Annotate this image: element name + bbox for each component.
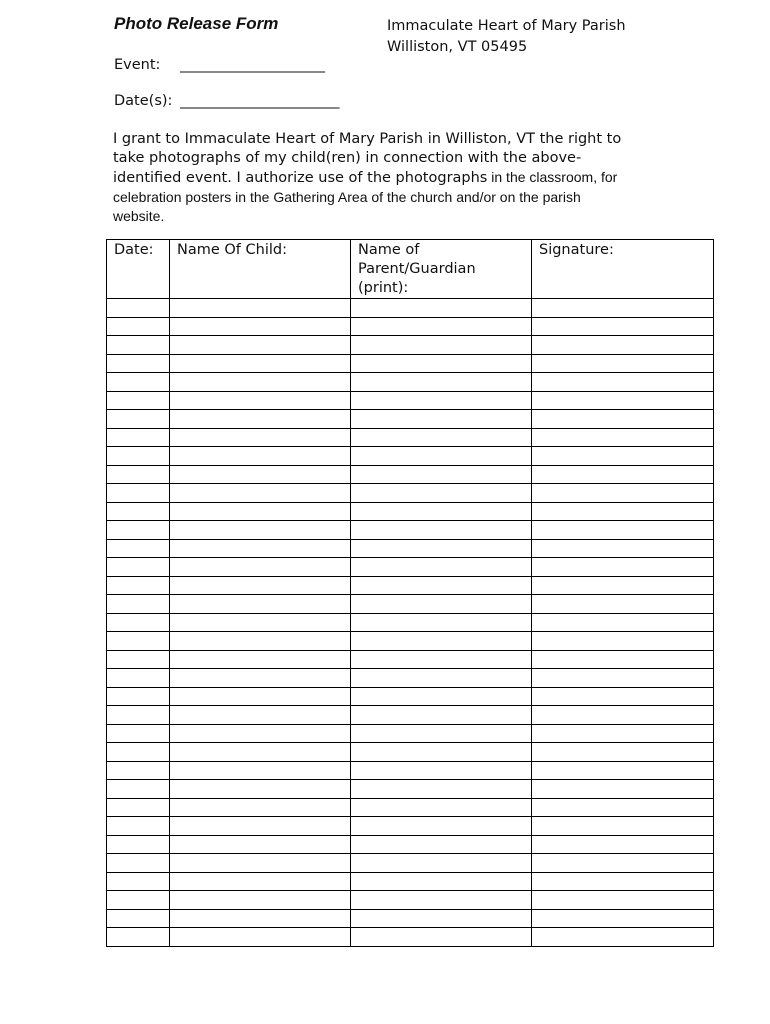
parent-name-cell[interactable] <box>351 299 532 318</box>
date-cell[interactable] <box>107 336 170 355</box>
child-name-cell[interactable] <box>170 650 351 669</box>
parent-name-cell[interactable] <box>351 410 532 429</box>
parent-name-cell[interactable] <box>351 521 532 540</box>
child-name-cell[interactable] <box>170 373 351 392</box>
date-cell[interactable] <box>107 539 170 558</box>
signature-cell[interactable] <box>532 317 714 336</box>
table-row <box>107 595 714 614</box>
date-cell[interactable] <box>107 798 170 817</box>
table-row <box>107 410 714 429</box>
child-name-cell[interactable] <box>170 410 351 429</box>
child-name-cell[interactable] <box>170 336 351 355</box>
parent-name-cell[interactable] <box>351 798 532 817</box>
child-name-cell[interactable] <box>170 299 351 318</box>
signature-cell[interactable] <box>532 299 714 318</box>
parent-name-cell[interactable] <box>351 539 532 558</box>
table-row <box>107 743 714 762</box>
signature-cell[interactable] <box>532 373 714 392</box>
table-row <box>107 798 714 817</box>
parent-name-cell[interactable] <box>351 854 532 873</box>
table-row <box>107 632 714 651</box>
child-name-cell[interactable] <box>170 780 351 799</box>
child-name-cell[interactable] <box>170 539 351 558</box>
signature-cell[interactable] <box>532 521 714 540</box>
table-row <box>107 576 714 595</box>
table-row <box>107 909 714 928</box>
table-row <box>107 299 714 318</box>
table-row <box>107 891 714 910</box>
parent-name-cell[interactable] <box>351 391 532 410</box>
date-cell[interactable] <box>107 354 170 373</box>
child-name-cell[interactable] <box>170 502 351 521</box>
parent-name-cell[interactable] <box>351 669 532 688</box>
header-parent-line: Name of <box>358 242 420 258</box>
date-cell[interactable] <box>107 743 170 762</box>
signature-cell[interactable] <box>532 835 714 854</box>
parent-name-cell[interactable] <box>351 613 532 632</box>
signature-cell[interactable] <box>532 872 714 891</box>
signature-cell[interactable] <box>532 780 714 799</box>
parent-name-cell[interactable] <box>351 872 532 891</box>
child-name-cell[interactable] <box>170 428 351 447</box>
table-row <box>107 650 714 669</box>
table-row <box>107 613 714 632</box>
signature-cell[interactable] <box>532 669 714 688</box>
signature-cell[interactable] <box>532 539 714 558</box>
date-cell[interactable] <box>107 613 170 632</box>
table-row <box>107 336 714 355</box>
date-cell[interactable] <box>107 373 170 392</box>
signature-cell[interactable] <box>532 761 714 780</box>
signature-cell[interactable] <box>532 465 714 484</box>
date-cell[interactable] <box>107 521 170 540</box>
dates-blank-line[interactable]: ______________________ <box>180 93 340 109</box>
signature-cell[interactable] <box>532 410 714 429</box>
date-cell[interactable] <box>107 761 170 780</box>
signature-cell[interactable] <box>532 854 714 873</box>
table-row <box>107 817 714 836</box>
table-row <box>107 465 714 484</box>
signature-cell[interactable] <box>532 798 714 817</box>
table-row <box>107 447 714 466</box>
child-name-cell[interactable] <box>170 743 351 762</box>
child-name-cell[interactable] <box>170 521 351 540</box>
child-name-cell[interactable] <box>170 687 351 706</box>
date-cell[interactable] <box>107 317 170 336</box>
parent-name-cell[interactable] <box>351 632 532 651</box>
consent-line: identified event. I authorize use of the photographs <box>113 170 488 186</box>
table-row <box>107 354 714 373</box>
table-row <box>107 502 714 521</box>
signature-cell[interactable] <box>532 484 714 503</box>
table-row <box>107 391 714 410</box>
child-name-cell[interactable] <box>170 909 351 928</box>
child-name-cell[interactable] <box>170 317 351 336</box>
consent-line: celebration posters in the Gathering Area of the church and/or on the parish <box>113 189 581 205</box>
dates-field[interactable] <box>114 93 340 109</box>
signature-cell[interactable] <box>532 336 714 355</box>
parent-name-cell[interactable] <box>351 817 532 836</box>
form-title: Photo Release Form <box>114 14 279 33</box>
child-name-cell[interactable] <box>170 854 351 873</box>
signature-cell[interactable] <box>532 354 714 373</box>
date-cell[interactable] <box>107 447 170 466</box>
child-name-cell[interactable] <box>170 613 351 632</box>
signature-cell[interactable] <box>532 613 714 632</box>
table-row <box>107 724 714 743</box>
signature-cell[interactable] <box>532 928 714 947</box>
signature-cell[interactable] <box>532 817 714 836</box>
child-name-cell[interactable] <box>170 798 351 817</box>
header-signature: Signature: <box>532 240 714 299</box>
table-row <box>107 669 714 688</box>
table-row <box>107 854 714 873</box>
child-name-cell[interactable] <box>170 354 351 373</box>
table-row <box>107 317 714 336</box>
table-row <box>107 872 714 891</box>
parent-name-cell[interactable] <box>351 706 532 725</box>
signature-cell[interactable] <box>532 447 714 466</box>
parish-city: Williston, VT 05495 <box>387 39 528 55</box>
consent-paragraph <box>113 130 673 226</box>
parish-name: Immaculate Heart of Mary Parish <box>387 18 626 34</box>
table-row <box>107 687 714 706</box>
date-cell[interactable] <box>107 632 170 651</box>
date-cell[interactable] <box>107 576 170 595</box>
date-cell[interactable] <box>107 558 170 577</box>
header-parent-line: (print): <box>358 280 409 296</box>
parent-name-cell[interactable] <box>351 595 532 614</box>
parent-name-cell[interactable] <box>351 484 532 503</box>
header-date: Date: <box>107 240 170 299</box>
event-label: Event: <box>114 57 161 73</box>
signature-cell[interactable] <box>532 909 714 928</box>
signature-cell[interactable] <box>532 706 714 725</box>
table-row <box>107 780 714 799</box>
child-name-cell[interactable] <box>170 724 351 743</box>
table-row <box>107 761 714 780</box>
signature-cell[interactable] <box>532 632 714 651</box>
child-name-cell[interactable] <box>170 447 351 466</box>
parent-name-cell[interactable] <box>351 928 532 947</box>
signature-cell[interactable] <box>532 650 714 669</box>
parent-name-cell[interactable] <box>351 743 532 762</box>
header-child-name: Name Of Child: <box>170 240 351 299</box>
date-cell[interactable] <box>107 928 170 947</box>
parent-name-cell[interactable] <box>351 650 532 669</box>
parent-name-cell[interactable] <box>351 373 532 392</box>
header-parent-line: Parent/Guardian <box>358 261 476 277</box>
date-cell[interactable] <box>107 650 170 669</box>
consent-line: in the classroom, for <box>487 169 618 185</box>
date-cell[interactable] <box>107 428 170 447</box>
parent-name-cell[interactable] <box>351 780 532 799</box>
signature-cell[interactable] <box>532 391 714 410</box>
table-row <box>107 521 714 540</box>
dates-label: Date(s): <box>114 93 173 109</box>
parent-name-cell[interactable] <box>351 724 532 743</box>
parent-name-cell[interactable] <box>351 354 532 373</box>
parent-name-cell[interactable] <box>351 558 532 577</box>
date-cell[interactable] <box>107 872 170 891</box>
table-header-row <box>107 240 714 299</box>
parent-name-cell[interactable] <box>351 465 532 484</box>
parent-name-cell[interactable] <box>351 336 532 355</box>
child-name-cell[interactable] <box>170 484 351 503</box>
table-row <box>107 539 714 558</box>
date-cell[interactable] <box>107 410 170 429</box>
child-name-cell[interactable] <box>170 817 351 836</box>
signature-cell[interactable] <box>532 595 714 614</box>
signature-cell[interactable] <box>532 558 714 577</box>
consent-line: I grant to Immaculate Heart of Mary Parish in Williston, VT the right to <box>113 131 622 147</box>
parish-address <box>387 16 626 58</box>
date-cell[interactable] <box>107 724 170 743</box>
table-row <box>107 373 714 392</box>
table-row <box>107 558 714 577</box>
date-cell[interactable] <box>107 909 170 928</box>
child-name-cell[interactable] <box>170 669 351 688</box>
date-cell[interactable] <box>107 502 170 521</box>
parent-name-cell[interactable] <box>351 317 532 336</box>
parent-name-cell[interactable] <box>351 835 532 854</box>
child-name-cell[interactable] <box>170 928 351 947</box>
signup-table <box>106 239 714 947</box>
child-name-cell[interactable] <box>170 558 351 577</box>
date-cell[interactable] <box>107 891 170 910</box>
child-name-cell[interactable] <box>170 391 351 410</box>
parent-name-cell[interactable] <box>351 447 532 466</box>
consent-line: take photographs of my child(ren) in connection with the above- <box>113 150 582 166</box>
table-row <box>107 428 714 447</box>
event-blank-line[interactable]: ____________________ <box>180 57 325 73</box>
date-cell[interactable] <box>107 687 170 706</box>
table-row <box>107 835 714 854</box>
signature-cell[interactable] <box>532 687 714 706</box>
parent-name-cell[interactable] <box>351 428 532 447</box>
event-field[interactable] <box>114 57 325 73</box>
date-cell[interactable] <box>107 299 170 318</box>
child-name-cell[interactable] <box>170 872 351 891</box>
child-name-cell[interactable] <box>170 891 351 910</box>
date-cell[interactable] <box>107 835 170 854</box>
table-row <box>107 928 714 947</box>
signature-cell[interactable] <box>532 576 714 595</box>
parent-name-cell[interactable] <box>351 576 532 595</box>
date-cell[interactable] <box>107 391 170 410</box>
parent-name-cell[interactable] <box>351 909 532 928</box>
date-cell[interactable] <box>107 854 170 873</box>
child-name-cell[interactable] <box>170 465 351 484</box>
child-name-cell[interactable] <box>170 761 351 780</box>
table-row <box>107 706 714 725</box>
signature-cell[interactable] <box>532 502 714 521</box>
parent-name-cell[interactable] <box>351 891 532 910</box>
child-name-cell[interactable] <box>170 706 351 725</box>
date-cell[interactable] <box>107 706 170 725</box>
date-cell[interactable] <box>107 780 170 799</box>
child-name-cell[interactable] <box>170 835 351 854</box>
date-cell[interactable] <box>107 595 170 614</box>
child-name-cell[interactable] <box>170 576 351 595</box>
signature-cell[interactable] <box>532 428 714 447</box>
parent-name-cell[interactable] <box>351 687 532 706</box>
header-parent-name <box>351 240 532 299</box>
signature-cell[interactable] <box>532 724 714 743</box>
parent-name-cell[interactable] <box>351 502 532 521</box>
signature-cell[interactable] <box>532 743 714 762</box>
date-cell[interactable] <box>107 817 170 836</box>
date-cell[interactable] <box>107 484 170 503</box>
date-cell[interactable] <box>107 465 170 484</box>
table-row <box>107 484 714 503</box>
parent-name-cell[interactable] <box>351 761 532 780</box>
signature-cell[interactable] <box>532 891 714 910</box>
child-name-cell[interactable] <box>170 632 351 651</box>
child-name-cell[interactable] <box>170 595 351 614</box>
date-cell[interactable] <box>107 669 170 688</box>
consent-line: website. <box>113 208 165 224</box>
